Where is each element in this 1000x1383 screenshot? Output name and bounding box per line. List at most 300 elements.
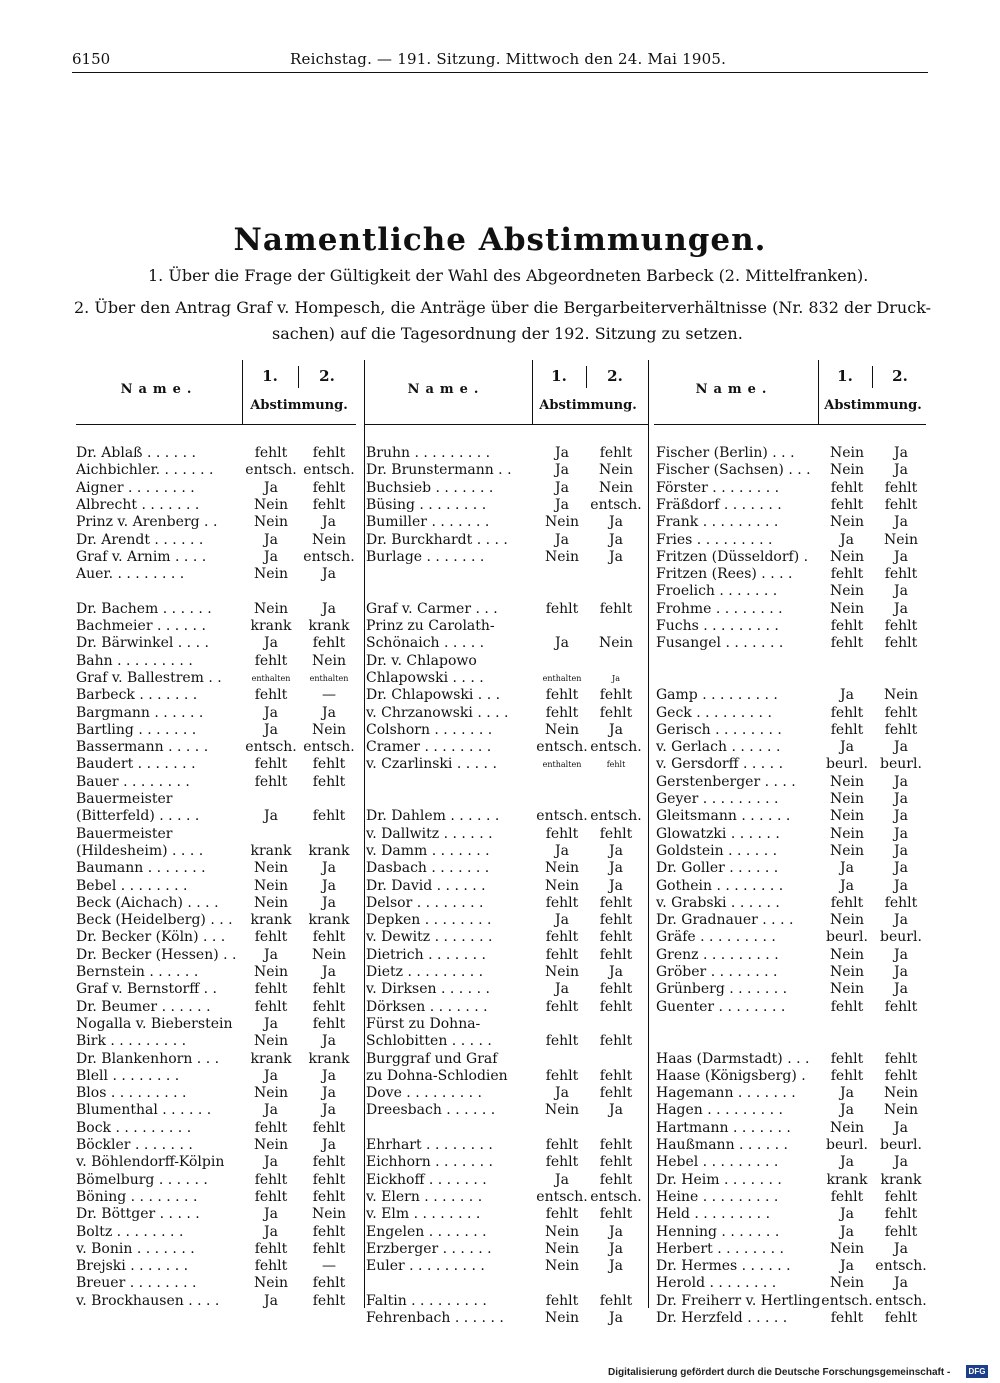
member-name: Bassermann . . . . . [76,739,209,756]
vote-1-cell: fehlt [254,652,288,669]
vote-2-cell: Ja [894,964,908,980]
table-row [654,860,928,877]
vote-2-cell: Ja [322,514,336,531]
vote-column-2 [364,360,648,1326]
vote-2-cell: fehlt [312,1292,346,1309]
vote-2-cell: fehlt [599,946,633,963]
table-row [364,601,644,618]
member-name: (Hildesheim) . . . . [76,842,204,859]
vote-2-cell: — [322,1258,336,1275]
member-name: Graf v. Bernstorff . . [76,981,217,998]
table-row [76,1051,356,1068]
vote-column-1 [76,360,356,1309]
vote-1-cell: Ja [840,739,854,756]
vote-1-cell: beurl. [826,1137,868,1153]
vote-2-cell: Nein [598,462,634,479]
table-row [654,1068,928,1085]
table-row [76,964,356,981]
table-row [364,497,644,514]
vote-2-cell: Nein [598,479,634,496]
vote-2-cell: Ja [894,514,908,531]
member-name: v. Dallwitz . . . . . . [366,825,493,842]
member-name: Frohme . . . . . . . . [656,600,783,617]
vote-1-cell: fehlt [254,998,288,1015]
table-row [76,1137,356,1154]
table-row [364,1224,644,1241]
vote-2-cell: fehlt [884,479,918,496]
vote-1-cell: Nein [253,496,289,513]
vote-1-cell: Nein [829,600,865,617]
vote-1-cell: Nein [253,964,289,980]
table-row [364,635,644,652]
table-row [76,947,356,964]
vote-2-cell: Ja [612,673,620,683]
table-row [654,601,928,618]
vote-2-cell: Ja [894,1154,908,1171]
vote-1-cell: entsch. [245,462,297,479]
vote-2-cell: Ja [322,1067,336,1084]
vote-2-cell: enthalten [309,673,349,683]
member-name: Dr. Beumer . . . . . . [76,998,211,1015]
member-name: Dr. Dahlem . . . . . . [366,808,500,825]
member-name: Held . . . . . . . . . [656,1206,771,1223]
vote-2-cell: beurl. [880,929,922,946]
table-row [76,1102,356,1119]
table-row [76,774,356,791]
vote-1-cell: fehlt [830,566,864,583]
vote-1-cell: Ja [840,1223,854,1240]
vote-1-cell: Ja [555,981,569,998]
member-name: Dr. Ablaß . . . . . . [76,445,196,461]
table-row [76,1068,356,1085]
table-row [76,981,356,998]
vote-1-cell: Nein [829,791,865,807]
vote2-header: 2. [607,367,623,385]
member-name: Beck (Aichach) . . . . [76,894,219,911]
vote-2-cell: Ja [609,1240,623,1257]
vote-2-cell: Ja [894,877,908,894]
member-name: Burlage . . . . . . . [366,548,485,565]
member-name: Bock . . . . . . . . . [76,1119,192,1136]
vote-1-cell: Ja [555,912,569,929]
table-row [654,1120,928,1137]
vote-1-cell: krank [250,618,292,634]
vote-2-cell: Ja [894,981,908,998]
vote-2-cell: Ja [609,1310,623,1326]
table-row [364,722,644,739]
vote-1-cell: Ja [264,531,278,548]
table-row [654,1102,928,1119]
member-name: Fischer (Sachsen) . . . [656,462,811,479]
member-name: Goldstein . . . . . . [656,842,778,859]
table-row [76,635,356,652]
member-name: Schönaich . . . . . [366,635,485,652]
table-row [654,1310,928,1327]
table-row [76,687,356,704]
member-name: Gerstenberger . . . . [656,773,796,790]
vote-2-cell: fehlt [606,760,626,770]
table-row [364,1310,644,1327]
vote-1-cell: fehlt [254,1258,288,1275]
vote-2-cell: Ja [894,583,908,600]
member-name: zu Dohna-Schlodien [366,1067,508,1084]
vote-1-cell: entsch. [536,1188,588,1205]
vote-2-cell: entsch. [303,739,355,756]
vote-2-cell: entsch. [303,548,355,565]
member-name: Blos . . . . . . . . . [76,1085,187,1102]
vote-2-cell: fehlt [599,1154,633,1171]
member-name: Barbeck . . . . . . . [76,687,198,704]
table-row [364,929,644,946]
member-name: Dr. Freiherr v. Hertling [656,1292,821,1309]
vote-1-cell: Nein [253,860,289,877]
vote-2-cell: Ja [609,1258,623,1275]
vote1-header: 1. [262,367,278,385]
vote-2-cell: fehlt [312,445,346,461]
table-row [654,826,928,843]
vote-1-cell: fehlt [545,1033,579,1050]
vote-1-cell: Ja [264,1206,278,1223]
vote-2-cell: Nein [883,531,919,548]
member-name: Fischer (Berlin) . . . [656,445,795,461]
member-name: Dietz . . . . . . . . . [366,964,484,980]
vote-2-cell: fehlt [599,1033,633,1050]
table-row [76,1085,356,1102]
table-row [364,1085,644,1102]
vote-2-cell: fehlt [884,1206,918,1223]
member-name: Faltin . . . . . . . . . [366,1292,487,1309]
vote-1-cell: Ja [264,1067,278,1084]
member-name: Graf v. Arnim . . . . [76,548,207,565]
vote-1-cell: Nein [829,946,865,963]
member-name: Graf v. Carmer . . . [366,600,498,617]
vote-1-cell: fehlt [545,687,579,704]
member-name: Haußmann . . . . . . [656,1137,788,1153]
vote-2-cell: fehlt [599,1171,633,1188]
vote-2-cell: Nein [311,531,347,548]
vote-1-cell: Ja [840,1102,854,1119]
vote-2-cell: Ja [322,704,336,721]
table-row [76,999,356,1016]
vote-1-cell: Nein [253,1033,289,1050]
member-name: Erzberger . . . . . . [366,1240,492,1257]
name-header: Name. [407,382,485,397]
vote-item-1: 1. Über die Frage der Gültigkeit der Wahl des Abgeordneten Barbeck (2. Mittelfranken). [148,266,869,285]
vote-2-cell: Ja [609,514,623,531]
vote-2-cell: fehlt [599,929,633,946]
column-header [654,360,926,425]
vote-2-cell: Ja [322,1033,336,1050]
table-row [364,687,644,704]
vote-2-cell: Ja [609,548,623,565]
dfg-logo: DFG [966,1365,988,1378]
table-row [364,860,644,877]
vote-1-cell: Nein [829,1119,865,1136]
table-row [654,635,928,652]
vote-1-cell: Nein [544,1223,580,1240]
member-name: Heine . . . . . . . . . [656,1188,779,1205]
member-name: Fritzen (Düsseldorf) . [656,548,809,565]
vote-2-cell: Nein [311,1206,347,1223]
vote-2-cell: fehlt [884,1188,918,1205]
vote-1-cell: Ja [840,877,854,894]
vote-1-cell: fehlt [545,1154,579,1171]
vote-1-cell: Nein [253,1137,289,1153]
member-name: v. Gersdorff . . . . . [656,756,784,773]
vote-2-cell: Nein [311,721,347,738]
vote-1-cell: entsch. [536,808,588,825]
vote-1-cell: Nein [544,1258,580,1275]
member-name: Prinz v. Arenberg . . [76,514,218,531]
table-row [654,618,928,635]
vote-1-cell: fehlt [830,998,864,1015]
vote-2-cell: fehlt [312,1171,346,1188]
table-row [364,808,644,825]
table-row [76,566,356,583]
vote-2-cell: Ja [894,739,908,756]
member-name: Colshorn . . . . . . . [366,721,493,738]
vote-2-cell: Nein [311,946,347,963]
table-row [654,1258,928,1275]
header-rule [72,72,928,73]
vote-2-cell: Ja [322,600,336,617]
vote-2-cell: fehlt [884,635,918,652]
vote-1-cell: Nein [544,721,580,738]
member-name: Bumiller . . . . . . . [366,514,490,531]
table-row [76,756,356,773]
table-row [654,549,928,566]
vote-1-cell: fehlt [830,1050,864,1067]
vote-1-cell: Nein [544,514,580,531]
vote-2-cell: fehlt [312,496,346,513]
vote-1-cell: Nein [544,860,580,877]
member-name: Dr. Herzfeld . . . . . [656,1310,788,1326]
table-row [364,653,644,670]
page-number: 6150 [72,50,111,68]
table-row [76,843,356,860]
table-row [364,1102,644,1119]
member-name: Grenz . . . . . . . . . [656,946,779,963]
vote-1-cell: krank [250,912,292,929]
vote-1-cell: Nein [829,773,865,790]
vote-2-cell: Ja [609,531,623,548]
member-name: v. Elern . . . . . . . [366,1188,483,1205]
vote-1-cell: Nein [829,514,865,531]
member-name: v. Dirksen . . . . . . [366,981,490,998]
vote-1-cell: Nein [544,964,580,980]
table-row [654,1085,928,1102]
member-name: Bahn . . . . . . . . . [76,652,193,669]
vote-1-cell: Nein [253,600,289,617]
table-row [364,462,644,479]
table-row [364,895,644,912]
table-row [654,497,928,514]
vote-2-cell: fehlt [312,808,346,825]
vote-1-cell: fehlt [254,445,288,461]
vote-2-cell: entsch. [590,496,642,513]
member-name: Dr. Becker (Hessen) . . [76,946,237,963]
table-row [76,1293,356,1310]
name-header: Name. [695,382,773,397]
table-row [76,583,356,600]
member-name: Cramer . . . . . . . . [366,739,492,756]
vote-1-cell: Nein [544,1102,580,1119]
table-row [654,791,928,808]
table-row [654,739,928,756]
vote-1-cell: Nein [253,566,289,583]
member-name: Dr. Burckhardt . . . . [366,531,508,548]
table-row [364,878,644,895]
vote-2-cell: entsch. [303,462,355,479]
member-name: Birk . . . . . . . . . [76,1033,187,1050]
member-name: Dr. Heim . . . . . . . [656,1171,782,1188]
member-name: Dr. Brunstermann . . [366,462,512,479]
member-name: Dr. Blankenhorn . . . [76,1050,220,1067]
table-row [76,1154,356,1171]
vote-1-cell: Nein [253,894,289,911]
vote-2-cell: fehlt [312,635,346,652]
table-row [364,1016,644,1033]
member-name: Fehrenbach . . . . . . [366,1310,504,1326]
vote-2-cell: fehlt [599,998,633,1015]
member-name: Burggraf und Graf [366,1050,498,1067]
member-name: Ehrhart . . . . . . . . [366,1137,493,1153]
table-row [654,1051,928,1068]
vote-2-cell: fehlt [312,773,346,790]
member-name: Bauermeister [76,791,173,807]
member-name: Aichbichler. . . . . . . [76,462,214,479]
vote-1-cell: fehlt [830,479,864,496]
vote-2-cell: fehlt [884,704,918,721]
vote-1-cell: Nein [253,1275,289,1292]
member-name: Dörksen . . . . . . . [366,998,488,1015]
table-row [76,653,356,670]
member-name: v. Brockhausen . . . . [76,1292,220,1309]
member-name: Bebel . . . . . . . . [76,877,188,894]
table-row [654,895,928,912]
vote-1-cell: fehlt [254,981,288,998]
vote-1-cell: fehlt [545,998,579,1015]
table-row [364,549,644,566]
table-row [76,895,356,912]
vote-1-cell: fehlt [545,929,579,946]
vote-2-cell: fehlt [884,566,918,583]
table-row [654,929,928,946]
vote-1-cell: Nein [253,877,289,894]
table-row [364,912,644,929]
member-name: Bauer . . . . . . . . [76,773,190,790]
table-row [364,999,644,1016]
table-row [364,1154,644,1171]
table-row [364,566,644,583]
member-name: Dr. David . . . . . . [366,877,486,894]
vote-1-cell: Ja [555,479,569,496]
vote-2-cell: fehlt [312,929,346,946]
vote-1-cell: Ja [264,721,278,738]
vote-2-cell: fehlt [884,496,918,513]
vote1-header: 1. [551,367,567,385]
vote-2-cell: Ja [894,1275,908,1292]
vote-2-cell: Ja [894,791,908,807]
table-row [76,480,356,497]
vote-1-cell: fehlt [830,894,864,911]
vote-1-cell: Ja [555,635,569,652]
vote-1-cell: Nein [253,514,289,531]
vote-1-cell: Nein [829,808,865,825]
member-name: Bauermeister [76,825,173,842]
table-row [76,514,356,531]
vote-2-cell: Nein [883,1085,919,1102]
vote-1-cell: fehlt [545,825,579,842]
member-name: v. Czarlinski . . . . . [366,756,497,773]
vote-2-cell: krank [308,1050,350,1067]
table-row [654,1016,928,1033]
vote2-header: 2. [319,367,335,385]
vote-1-cell: fehlt [254,1240,288,1257]
member-name: Fuchs . . . . . . . . . [656,618,779,634]
member-name: Brejski . . . . . . . [76,1258,189,1275]
vote-1-cell: krank [826,1171,868,1188]
table-row [76,1275,356,1292]
member-name: v. Damm . . . . . . . [366,842,490,859]
vote-1-cell: fehlt [830,1188,864,1205]
vote-1-cell: Nein [829,462,865,479]
vote-2-cell: Ja [894,825,908,842]
member-name: Blumenthal . . . . . . [76,1102,212,1119]
table-row [76,532,356,549]
vote-1-cell: fehlt [830,721,864,738]
vote-2-cell: fehlt [884,998,918,1015]
vote-2-cell: Ja [609,1102,623,1119]
vote-2-cell: Nein [883,1102,919,1119]
vote-1-cell: Ja [840,1258,854,1275]
table-row [364,826,644,843]
member-name: Förster . . . . . . . . [656,479,780,496]
table-row [76,1120,356,1137]
table-row [76,929,356,946]
table-row [364,1189,644,1206]
table-row [76,497,356,514]
vote-1-cell: fehlt [254,1188,288,1205]
table-row [654,756,928,773]
member-name: Froelich . . . . . . . [656,583,778,600]
vote-1-cell: Ja [264,704,278,721]
table-row [654,912,928,929]
member-name: Hagen . . . . . . . . . [656,1102,783,1119]
vote-2-cell: Ja [894,548,908,565]
table-row [364,1120,644,1137]
table-row [654,687,928,704]
vote-item-2: 2. Über den Antrag Graf v. Hompesch, die Anträge über die Bergarbeiterverhältnisse (Nr. 832 der Druck- [74,298,932,317]
vote-1-cell: fehlt [254,756,288,773]
member-name: Dr. Böttger . . . . . [76,1206,200,1223]
vote-2-cell: fehlt [312,1015,346,1032]
table-row [76,878,356,895]
member-name: Delsor . . . . . . . . [366,894,484,911]
vote-2-cell: fehlt [599,1085,633,1102]
vote-2-cell: beurl. [880,756,922,773]
member-name: (Bitterfeld) . . . . . [76,808,200,825]
member-name: v. Dewitz . . . . . . . [366,929,493,946]
vote-item-2-continued: sachen) auf die Tagesordnung der 192. Sitzung zu setzen. [272,324,743,343]
table-row [364,1051,644,1068]
vote-2-cell: Ja [609,721,623,738]
member-name: Geyer . . . . . . . . . [656,791,779,807]
vote-2-cell: Ja [894,462,908,479]
table-row [76,618,356,635]
member-name: Chlapowski . . . . [366,669,484,686]
member-name: Fritzen (Rees) . . . . [656,566,793,583]
